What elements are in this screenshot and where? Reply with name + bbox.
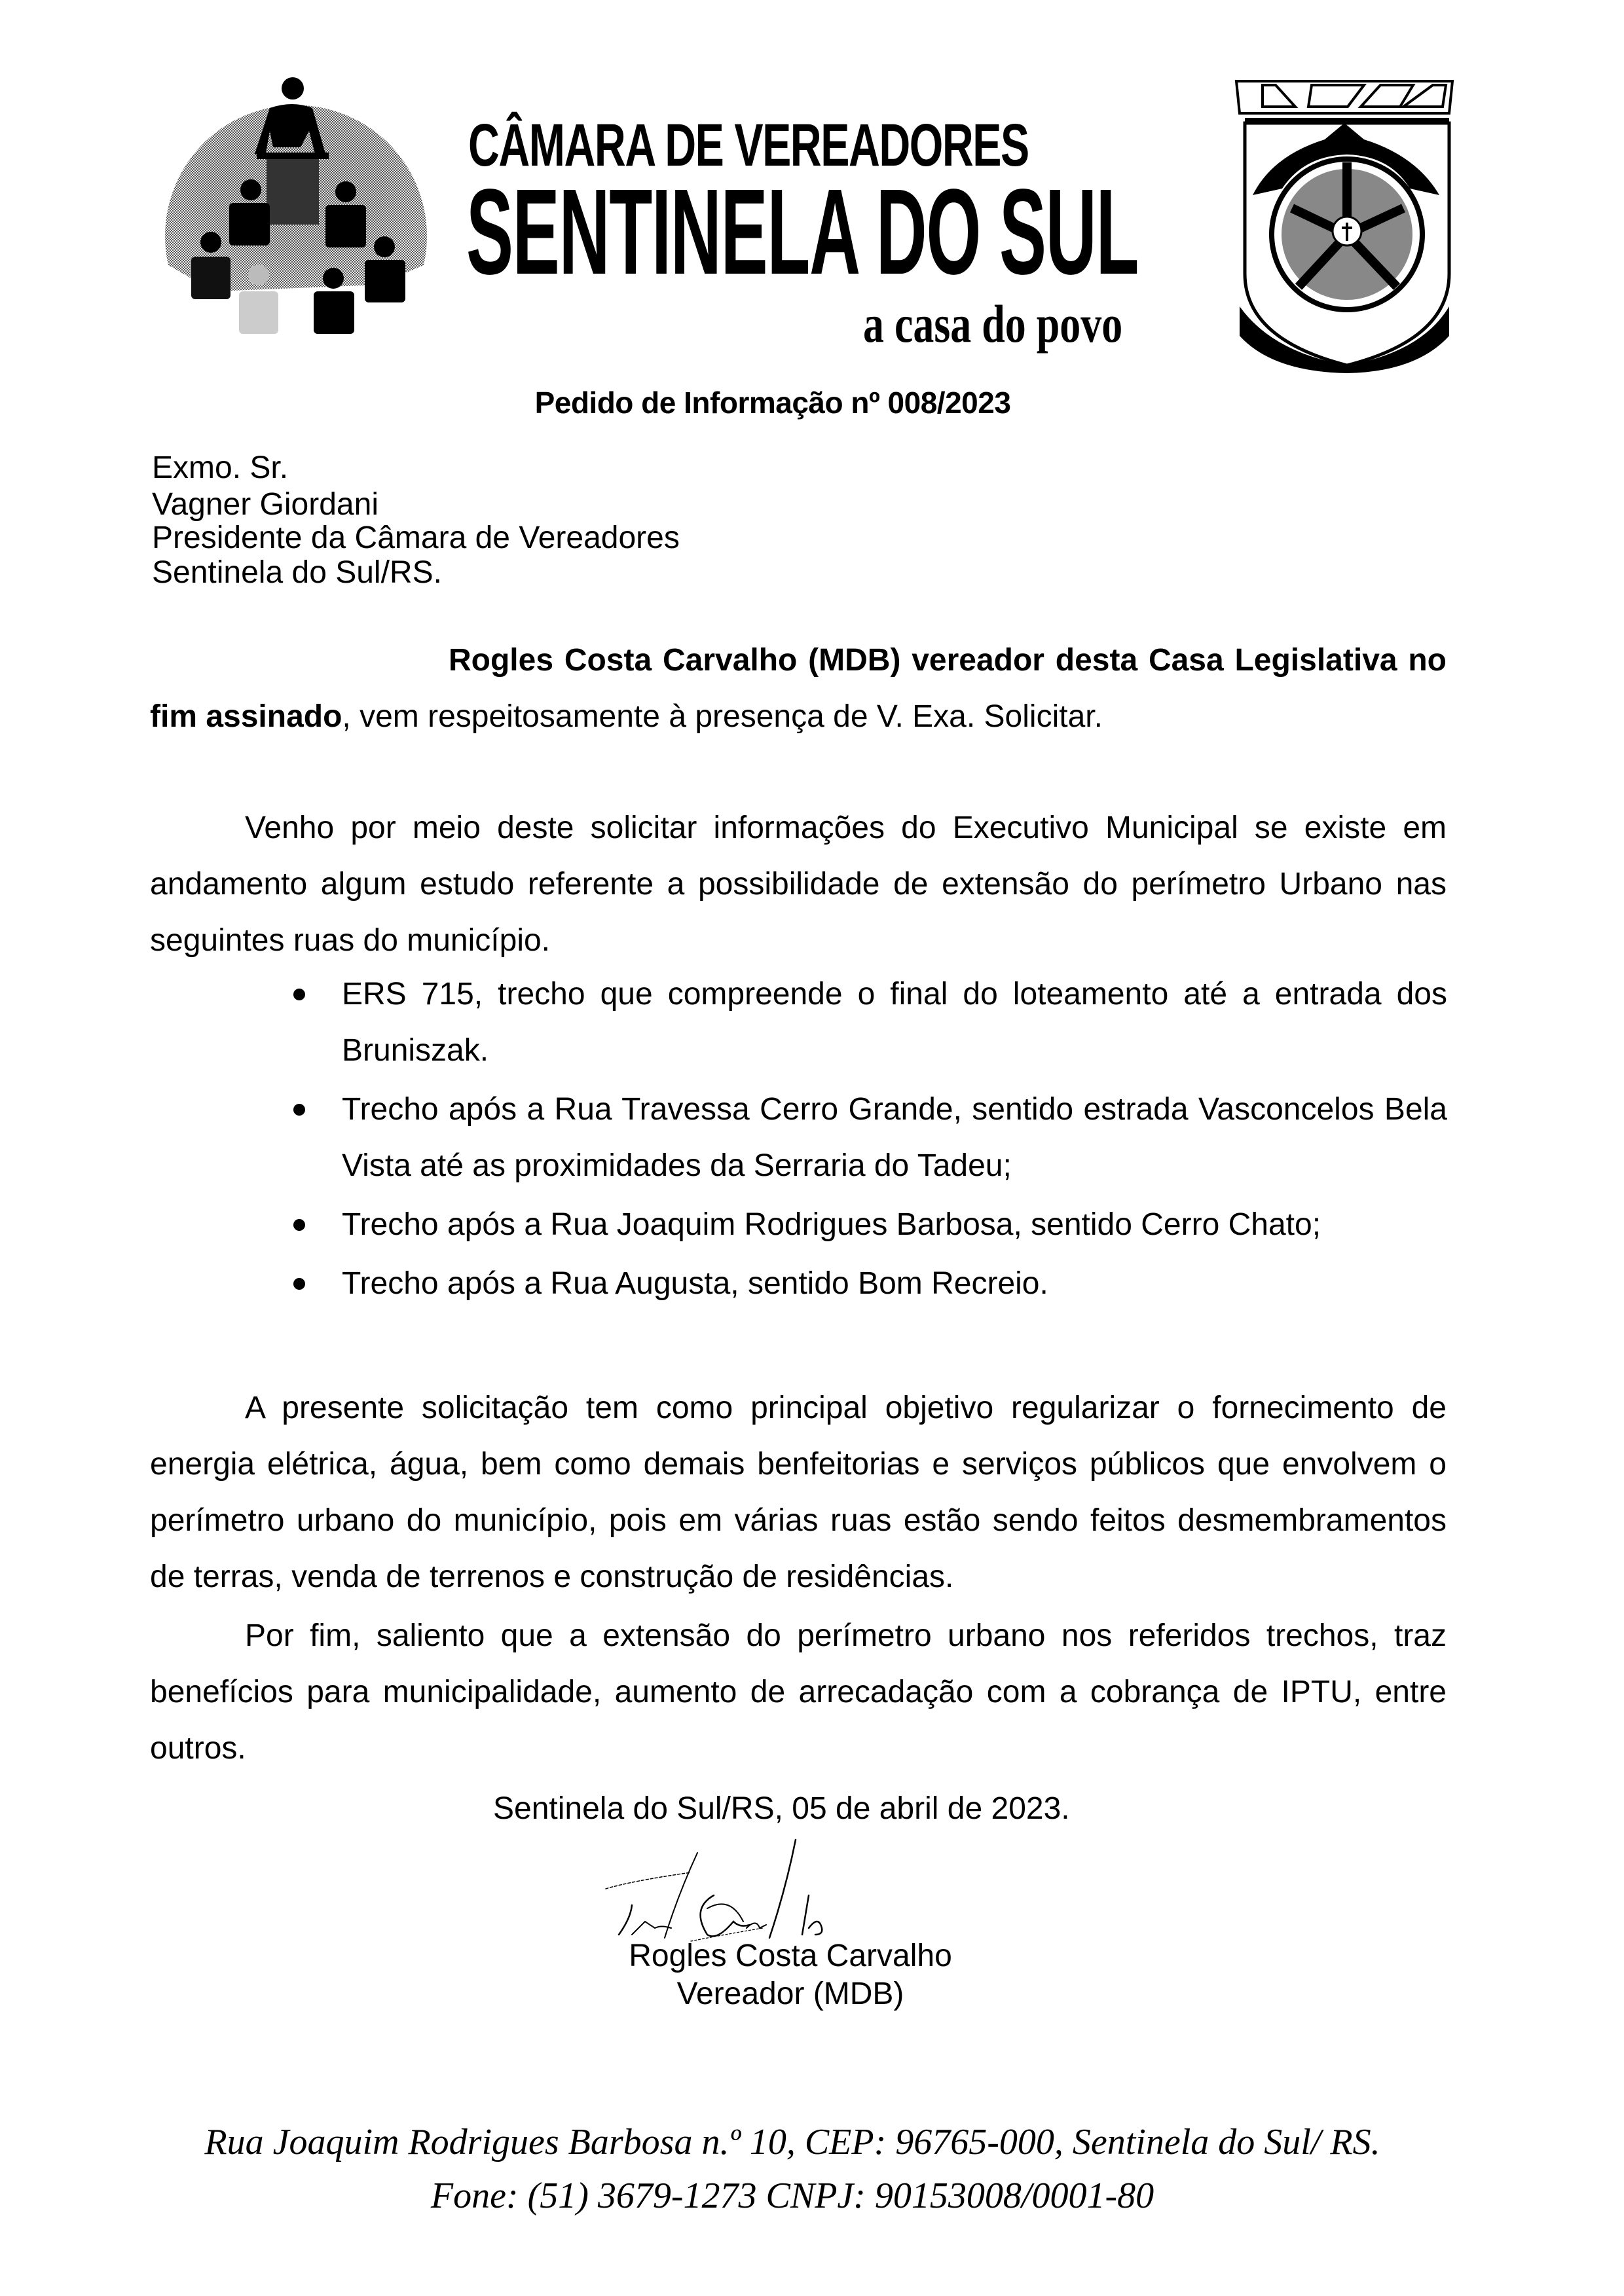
street-list xyxy=(288,966,1447,1315)
street-list-item xyxy=(288,1082,1447,1194)
city-name-heading: SENTINELA DO SUL xyxy=(466,164,1139,300)
street-list-item xyxy=(288,1197,1447,1253)
signer-role: Vereador (MDB) xyxy=(676,1977,904,2011)
assembly-people-logo xyxy=(162,69,430,337)
bullet-icon xyxy=(293,1104,305,1116)
bullet-icon xyxy=(293,1278,305,1290)
bullet-icon xyxy=(293,1219,305,1231)
street-list-text: ERS 715, trecho que compreende o final do loteamento até a entrada dos Bruniszak. xyxy=(342,977,1447,1068)
footer-contact: Fone: (51) 3679-1273 CNPJ: 90153008/0001-80 xyxy=(430,2176,1154,2216)
addressee-location: Sentinela do Sul/RS. xyxy=(152,555,442,590)
footer-address: Rua Joaquim Rodrigues Barbosa n.º 10, CEP: 96765-000, Sentinela do Sul/ RS. xyxy=(204,2122,1380,2162)
chamber-name-line: CÂMARA DE VEREADORES xyxy=(468,112,1029,179)
addressee-name: Vagner Giordani xyxy=(152,487,378,522)
signer-name: Rogles Costa Carvalho xyxy=(629,1939,952,1973)
chamber-tagline: a casa do povo xyxy=(863,294,1123,354)
closing-paragraph: Por fim, saliento que a extensão do perímetro urbano nos referidos trechos, traz benefícios para municipalidade, aumento de arrecadação com a cobrança de IPTU, entre outros. xyxy=(150,1618,1447,1766)
intro-paragraph xyxy=(150,632,1447,745)
objective-paragraph: A presente solicitação tem como principal objetivo regularizar o fornecimento de energia elétrica, água, bem como demais benfeitorias e serviços públicos que envolvem o perímetro urbano do município, pois em várias ruas estão sendo feitos desmembramentos de terras, venda de terrenos e construção de residências. xyxy=(150,1391,1447,1594)
handwritten-signature xyxy=(593,1836,920,1948)
request-paragraph: Venho por meio deste solicitar informações do Executivo Municipal se existe em andamento algum estudo referente a possibilidade de extensão do perímetro Urbano nas seguintes ruas do município. xyxy=(150,811,1447,958)
intro-rest: , vem respeitosamente à presença de V. Exa. Solicitar. xyxy=(342,699,1103,734)
document-title: Pedido de Informação nº 008/2023 xyxy=(534,386,1011,420)
intro-bold: Rogles Costa Carvalho (MDB) vereador desta Casa Legislativa no fim assinado xyxy=(150,643,1447,734)
street-list-text: Trecho após a Rua Travessa Cerro Grande, sentido estrada Vasconcelos Bela Vista até as proximidades da Serraria do Tadeu; xyxy=(342,1092,1447,1183)
addressee-salutation: Exmo. Sr. xyxy=(152,450,289,485)
street-list-text: Trecho após a Rua Augusta, sentido Bom Recreio. xyxy=(342,1266,1048,1301)
bullet-icon xyxy=(293,989,305,1000)
street-list-item xyxy=(288,1256,1447,1312)
street-list-text: Trecho após a Rua Joaquim Rodrigues Barbosa, sentido Cerro Chato; xyxy=(342,1207,1321,1242)
coat-of-arms-icon xyxy=(1233,77,1454,373)
street-list-item xyxy=(288,966,1447,1079)
date-line: Sentinela do Sul/RS, 05 de abril de 2023. xyxy=(493,1791,1070,1826)
addressee-title: Presidente da Câmara de Vereadores xyxy=(152,520,680,555)
